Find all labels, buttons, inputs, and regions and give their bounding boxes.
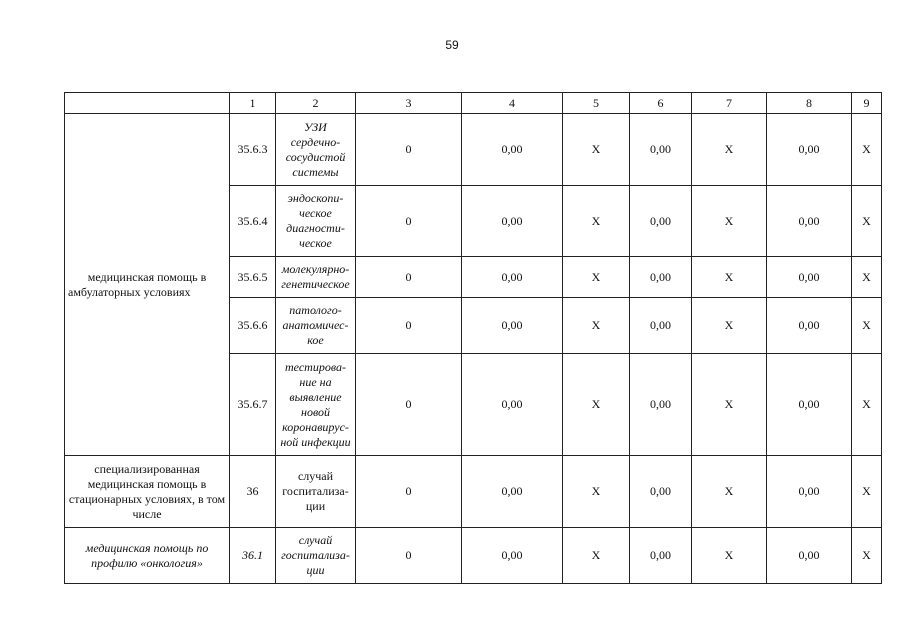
ambulatory-description: медицинская помощь в амбулаторных условиях [65,114,230,456]
header-cell-8: 8 [767,93,852,114]
row-code: 35.6.7 [230,354,276,456]
row-col5: Х [563,186,630,257]
row-col9: Х [852,528,882,584]
header-row [65,93,882,114]
row-col8: 0,00 [767,528,852,584]
row-col9: Х [852,298,882,354]
row-col4: 0,00 [462,528,563,584]
header-cell-6: 6 [630,93,692,114]
row-col7: Х [692,456,767,528]
row-col3: 0 [356,354,462,456]
table-row [65,456,882,528]
row-col8: 0,00 [767,456,852,528]
row-code: 36.1 [230,528,276,584]
row-col6: 0,00 [630,114,692,186]
row-col6: 0,00 [630,528,692,584]
table-row [65,114,882,186]
row-col7: Х [692,528,767,584]
row-unit: случай госпитализа-ции [276,528,356,584]
row-col6: 0,00 [630,354,692,456]
row-col8: 0,00 [767,186,852,257]
header-cell-9: 9 [852,93,882,114]
specialized-description: специализированная медицинская помощь в стационарных условиях, в том числе [65,456,230,528]
row-col6: 0,00 [630,257,692,298]
header-cell-3: 3 [356,93,462,114]
header-cell-5: 5 [563,93,630,114]
page-number: 59 [445,38,459,52]
row-col5: Х [563,528,630,584]
row-col7: Х [692,186,767,257]
row-col8: 0,00 [767,257,852,298]
row-col7: Х [692,354,767,456]
row-col6: 0,00 [630,186,692,257]
row-col7: Х [692,257,767,298]
row-col4: 0,00 [462,456,563,528]
row-col4: 0,00 [462,186,563,257]
row-code: 36 [230,456,276,528]
header-cell-2: 2 [276,93,356,114]
row-col5: Х [563,298,630,354]
row-unit: патолого-анатомичес-кое [276,298,356,354]
row-col8: 0,00 [767,114,852,186]
row-unit: тестирова-ние на выявление новой коронавирус-ной инфекции [276,354,356,456]
row-col8: 0,00 [767,354,852,456]
row-col3: 0 [356,528,462,584]
row-col9: Х [852,257,882,298]
table-row [65,528,882,584]
row-code: 35.6.5 [230,257,276,298]
header-cell-0 [65,93,230,114]
row-code: 35.6.3 [230,114,276,186]
row-col3: 0 [356,298,462,354]
oncology-description: медицинская помощь по профилю «онкология» [65,528,230,584]
row-col6: 0,00 [630,456,692,528]
row-col3: 0 [356,186,462,257]
row-code: 35.6.4 [230,186,276,257]
row-col5: Х [563,456,630,528]
row-col3: 0 [356,114,462,186]
row-col9: Х [852,354,882,456]
data-table [64,92,882,584]
row-unit: эндоскопи-ческое диагности-ческое [276,186,356,257]
row-col3: 0 [356,456,462,528]
row-col4: 0,00 [462,354,563,456]
row-col3: 0 [356,257,462,298]
row-unit: молекулярно-генетическое [276,257,356,298]
row-unit: УЗИ сердечно-сосудистой системы [276,114,356,186]
header-cell-4: 4 [462,93,563,114]
row-col5: Х [563,257,630,298]
row-col9: Х [852,186,882,257]
row-col6: 0,00 [630,298,692,354]
row-col4: 0,00 [462,257,563,298]
row-unit: случай госпитализа-ции [276,456,356,528]
row-col8: 0,00 [767,298,852,354]
row-col7: Х [692,114,767,186]
row-col4: 0,00 [462,298,563,354]
row-code: 35.6.6 [230,298,276,354]
row-col9: Х [852,456,882,528]
row-col4: 0,00 [462,114,563,186]
row-col9: Х [852,114,882,186]
row-col5: Х [563,354,630,456]
header-cell-1: 1 [230,93,276,114]
row-col7: Х [692,298,767,354]
row-col5: Х [563,114,630,186]
header-cell-7: 7 [692,93,767,114]
